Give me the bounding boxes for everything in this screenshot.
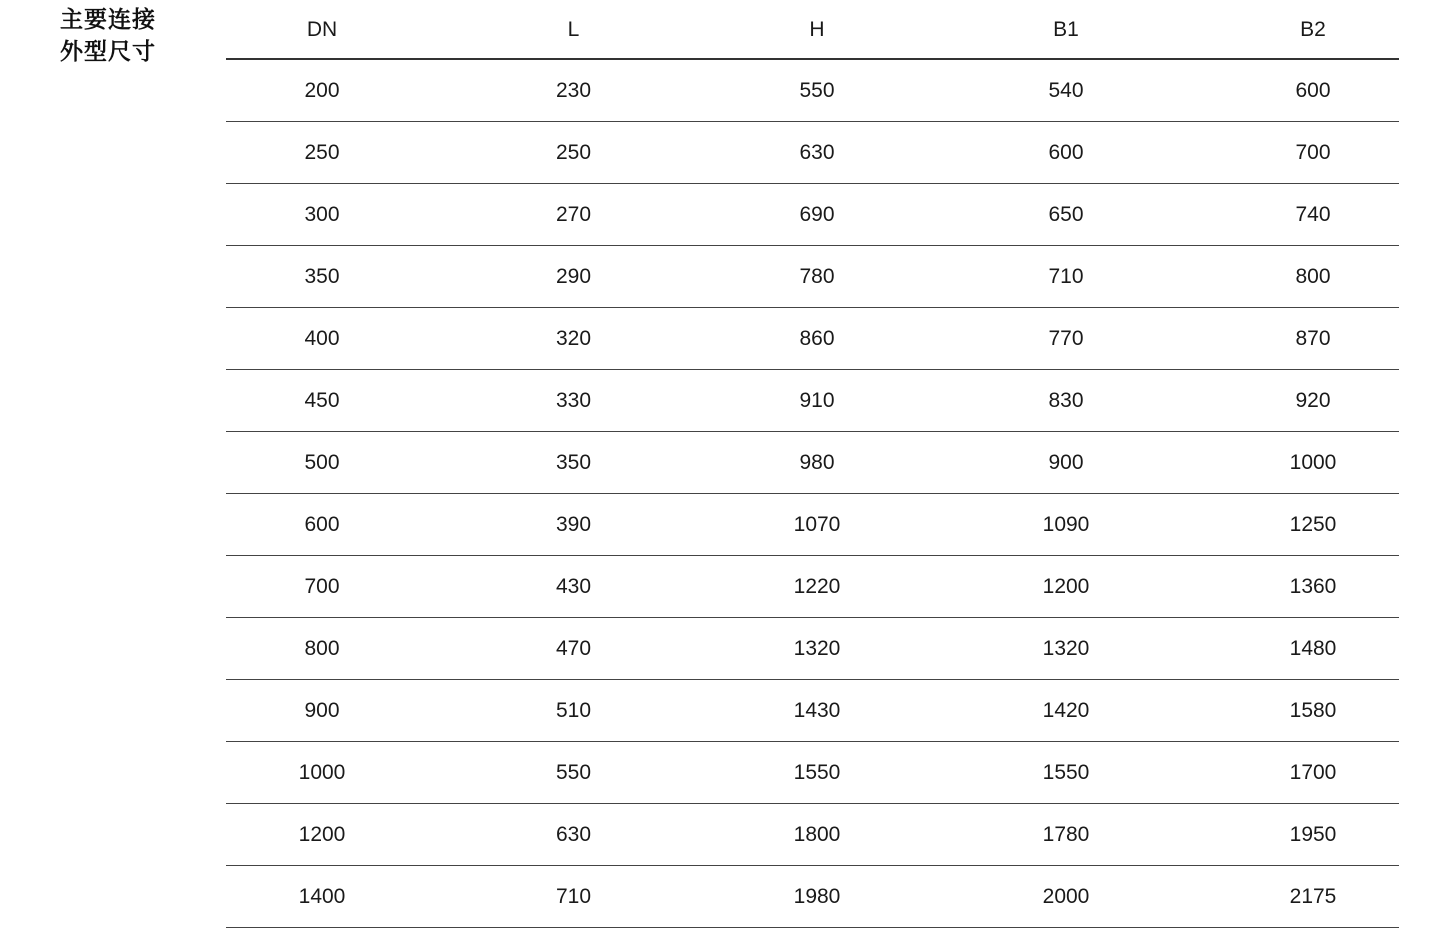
table-cell-b1: 830 — [905, 370, 1227, 432]
table-cell-h: 910 — [729, 370, 905, 432]
column-header-b2: B2 — [1227, 0, 1399, 59]
table-cell-b1: 650 — [905, 184, 1227, 246]
table-row — [226, 184, 1399, 246]
table-body — [226, 59, 1399, 928]
table-cell-h: 1980 — [729, 866, 905, 928]
table-row — [226, 556, 1399, 618]
table-cell-b2: 1950 — [1227, 804, 1399, 866]
table-cell-l: 510 — [418, 680, 729, 742]
table-cell-l: 470 — [418, 618, 729, 680]
table-cell-h: 1800 — [729, 804, 905, 866]
table-cell-b1: 710 — [905, 246, 1227, 308]
dimensions-table — [226, 0, 1399, 928]
table-row — [226, 308, 1399, 370]
table-cell-dn: 200 — [226, 59, 418, 122]
table-cell-b2: 920 — [1227, 370, 1399, 432]
table-row — [226, 742, 1399, 804]
table-cell-dn: 600 — [226, 494, 418, 556]
table-cell-b2: 740 — [1227, 184, 1399, 246]
table-cell-l: 290 — [418, 246, 729, 308]
table-cell-b1: 1550 — [905, 742, 1227, 804]
column-header-h: H — [729, 0, 905, 59]
table-cell-dn: 700 — [226, 556, 418, 618]
table-cell-l: 430 — [418, 556, 729, 618]
table-cell-dn: 250 — [226, 122, 418, 184]
section-title-line-2: 外型尺寸 — [60, 39, 156, 65]
table-cell-b1: 540 — [905, 59, 1227, 122]
table-cell-b1: 1320 — [905, 618, 1227, 680]
table-cell-b1: 1090 — [905, 494, 1227, 556]
table-cell-h: 1320 — [729, 618, 905, 680]
column-header-b1: B1 — [905, 0, 1227, 59]
table-cell-h: 780 — [729, 246, 905, 308]
table-cell-b1: 1420 — [905, 680, 1227, 742]
table-cell-b2: 1250 — [1227, 494, 1399, 556]
table-cell-h: 550 — [729, 59, 905, 122]
table-cell-l: 250 — [418, 122, 729, 184]
table-cell-b2: 1580 — [1227, 680, 1399, 742]
table-cell-h: 1430 — [729, 680, 905, 742]
table-cell-b1: 770 — [905, 308, 1227, 370]
table-row — [226, 866, 1399, 928]
table-cell-l: 550 — [418, 742, 729, 804]
table-cell-l: 320 — [418, 308, 729, 370]
table-cell-dn: 1400 — [226, 866, 418, 928]
table-cell-dn: 800 — [226, 618, 418, 680]
table-cell-dn: 400 — [226, 308, 418, 370]
table-cell-b2: 1480 — [1227, 618, 1399, 680]
table-cell-b2: 1360 — [1227, 556, 1399, 618]
table-cell-b1: 600 — [905, 122, 1227, 184]
table-cell-b1: 2000 — [905, 866, 1227, 928]
table-cell-b2: 600 — [1227, 59, 1399, 122]
table-cell-dn: 900 — [226, 680, 418, 742]
table-cell-l: 330 — [418, 370, 729, 432]
table-cell-b1: 900 — [905, 432, 1227, 494]
table-cell-h: 860 — [729, 308, 905, 370]
table-cell-b1: 1780 — [905, 804, 1227, 866]
table-cell-h: 1070 — [729, 494, 905, 556]
table-cell-l: 270 — [418, 184, 729, 246]
table-cell-b2: 1700 — [1227, 742, 1399, 804]
table-cell-dn: 500 — [226, 432, 418, 494]
table-cell-h: 1220 — [729, 556, 905, 618]
table-cell-h: 690 — [729, 184, 905, 246]
table-cell-dn: 300 — [226, 184, 418, 246]
table-cell-b2: 700 — [1227, 122, 1399, 184]
table-cell-b1: 1200 — [905, 556, 1227, 618]
table-cell-h: 630 — [729, 122, 905, 184]
table-cell-b2: 2175 — [1227, 866, 1399, 928]
table-cell-b2: 800 — [1227, 246, 1399, 308]
table-row — [226, 618, 1399, 680]
table-row — [226, 246, 1399, 308]
section-title — [60, 4, 156, 68]
table-row — [226, 680, 1399, 742]
table-row — [226, 370, 1399, 432]
table-row — [226, 59, 1399, 122]
table-cell-h: 980 — [729, 432, 905, 494]
header-row — [226, 0, 1399, 59]
table-cell-l: 350 — [418, 432, 729, 494]
section-title-line-1: 主要连接 — [60, 7, 156, 33]
table-cell-b2: 1000 — [1227, 432, 1399, 494]
table-row — [226, 804, 1399, 866]
table-cell-b2: 870 — [1227, 308, 1399, 370]
table-cell-dn: 350 — [226, 246, 418, 308]
table-cell-dn: 450 — [226, 370, 418, 432]
table-row — [226, 122, 1399, 184]
table-cell-l: 390 — [418, 494, 729, 556]
table-header — [226, 0, 1399, 59]
table-cell-dn: 1000 — [226, 742, 418, 804]
table-row — [226, 494, 1399, 556]
table-cell-l: 710 — [418, 866, 729, 928]
table-cell-h: 1550 — [729, 742, 905, 804]
table-row — [226, 432, 1399, 494]
table-cell-l: 230 — [418, 59, 729, 122]
table-cell-l: 630 — [418, 804, 729, 866]
table-cell-dn: 1200 — [226, 804, 418, 866]
column-header-l: L — [418, 0, 729, 59]
column-header-dn: DN — [226, 0, 418, 59]
